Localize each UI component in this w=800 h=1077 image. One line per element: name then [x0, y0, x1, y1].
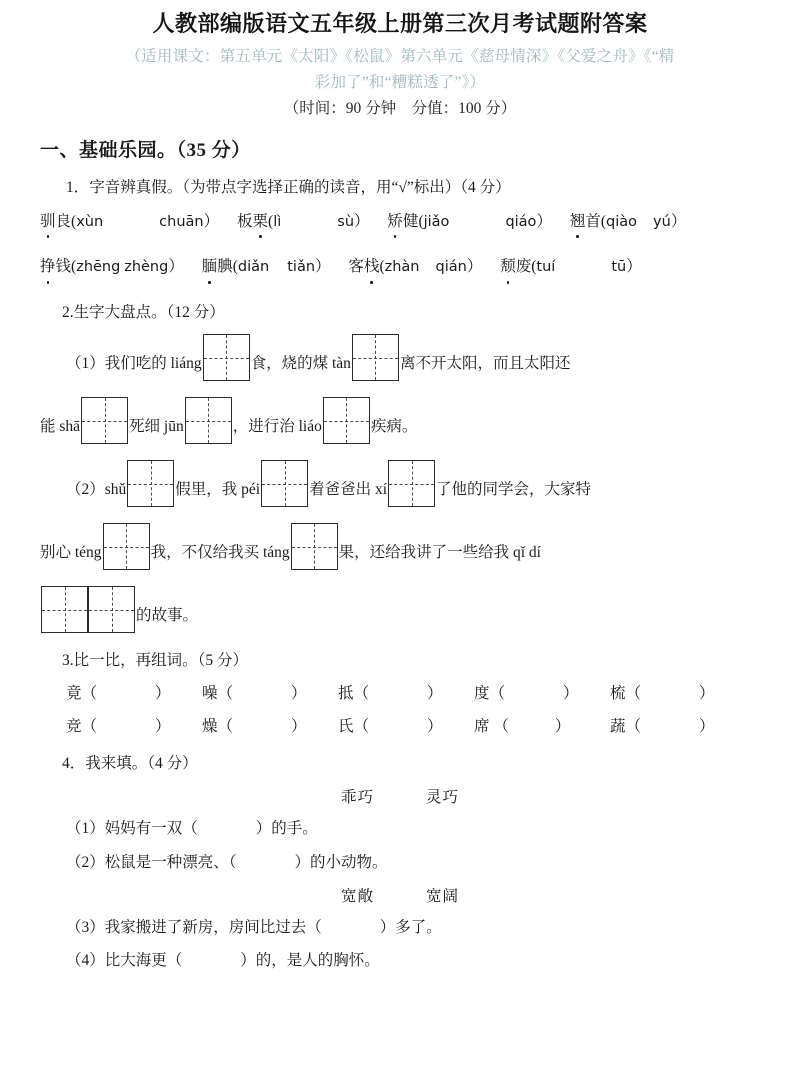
- question-2-line-3: [40, 460, 760, 507]
- question-3-row-top: [40, 683, 760, 705]
- sentence-text: （1）妈妈有一双（: [66, 820, 198, 838]
- page-title: 人教部编版语文五年级上册第三次月考试题附答案: [152, 11, 648, 36]
- sentence-text: 我，不仅给我买 táng: [150, 544, 290, 562]
- word-build-cell[interactable]: [610, 716, 715, 738]
- word-build-cell[interactable]: [474, 683, 610, 705]
- word-build-cell[interactable]: [66, 716, 202, 738]
- word-bank-option[interactable]: 宽阔: [426, 887, 460, 905]
- base-char-open: 竞（: [66, 718, 98, 736]
- dotted-char: 颓: [500, 255, 516, 278]
- pinyin-option[interactable]: tuí: [536, 259, 556, 276]
- sentence-text: （2）松鼠是一种漂亮、（: [66, 853, 237, 871]
- close-paren: ）: [155, 684, 171, 702]
- question-3-row-bottom: [40, 716, 760, 738]
- sentence-text: 能 shā: [40, 418, 81, 436]
- word-build-cell[interactable]: [474, 716, 610, 738]
- applicable-texts-line-2: 彩加了”和“糟糕透了”》）: [314, 73, 486, 91]
- sentence-text: 别心 téng: [40, 544, 102, 562]
- question-4-item-3: [40, 916, 760, 939]
- dotted-char: 矫: [387, 210, 403, 233]
- question-1-row-1: [40, 210, 760, 234]
- sentence-text: ）的，是人的胸怀。: [240, 952, 380, 970]
- base-char-open: 抵（: [338, 684, 370, 702]
- sentence-text: （3）我家搬进了新房，房间比过去（: [66, 918, 322, 936]
- character-box[interactable]: [127, 460, 174, 507]
- pinyin-option[interactable]: sù: [337, 213, 355, 230]
- base-char-open: 蔬（: [610, 718, 642, 736]
- pinyin-option[interactable]: lì: [273, 213, 282, 230]
- sentence-text: 疾病。: [370, 418, 418, 436]
- close-paren: ）: [291, 718, 307, 736]
- applicable-texts-line-1: （适用课文：第五单元《太阳》《松鼠》第六单元《慈母情深》《父爱之舟》《“精: [125, 47, 675, 65]
- pinyin-option[interactable]: xùn: [76, 213, 104, 230]
- close-paren: ）: [427, 718, 443, 736]
- dotted-char: 翘: [570, 210, 586, 233]
- question-4-prompt: 4．我来填。（4 分）: [62, 755, 198, 773]
- character-box[interactable]: [185, 397, 232, 444]
- pinyin-group[interactable]: 板栗(lì sù）: [237, 210, 370, 234]
- base-char-open: 席 （: [474, 718, 509, 736]
- character-box[interactable]: [203, 334, 250, 381]
- sentence-text: 离不开太阳，而且太阳还: [399, 355, 571, 373]
- sentence-text: 死细 jūn: [129, 418, 184, 436]
- close-paren: ）: [427, 684, 443, 702]
- dotted-char: 挣: [40, 255, 56, 278]
- question-2-line-2: [40, 397, 760, 444]
- pinyin-group[interactable]: 挣钱(zhēng zhèng）: [40, 255, 184, 279]
- base-char-open: 梳（: [610, 684, 642, 702]
- pinyin-option[interactable]: chuān: [159, 213, 204, 230]
- base-char-open: 度（: [474, 684, 506, 702]
- sentence-text: （1）我们吃的 liáng: [66, 355, 202, 373]
- word-char: 良: [55, 212, 72, 230]
- sentence-text: ）多了。: [379, 918, 442, 936]
- dotted-char: 栈: [364, 255, 380, 278]
- base-char-open: 竟（: [66, 684, 98, 702]
- sentence-text: 了他的同学会，大家特: [436, 481, 592, 499]
- sentence-text: ）的手。: [255, 820, 318, 838]
- pinyin-option[interactable]: jiǎo: [423, 213, 450, 230]
- pinyin-group[interactable]: 腼腆(diǎn tiǎn）: [202, 255, 331, 279]
- character-box[interactable]: [352, 334, 399, 381]
- word-char: 钱: [55, 258, 72, 276]
- sentence-text: 的故事。: [136, 607, 199, 625]
- character-box[interactable]: [291, 523, 338, 570]
- sentence-text: （2）shǔ: [66, 481, 127, 499]
- question-4-item-4: [40, 949, 760, 972]
- question-2-line-4: [40, 523, 760, 570]
- word-build-cell[interactable]: [202, 683, 338, 705]
- pinyin-group[interactable]: 颓废(tuí tū）: [500, 255, 642, 279]
- close-paren: ）: [699, 684, 715, 702]
- base-char-open: 噪（: [202, 684, 234, 702]
- pinyin-group[interactable]: 翘首(qiào yú）: [570, 210, 687, 234]
- sentence-text: 着爸爸出 xí: [309, 481, 388, 499]
- pinyin-option[interactable]: qián: [435, 259, 467, 276]
- pinyin-option[interactable]: qiào: [606, 213, 638, 230]
- pinyin-option[interactable]: yú: [653, 213, 671, 230]
- exam-page: [0, 10, 800, 1077]
- word-bank-option[interactable]: 宽敞: [340, 887, 374, 905]
- dotted-char: 驯: [40, 210, 56, 233]
- word-bank-2: [40, 884, 760, 906]
- character-box[interactable]: [88, 586, 135, 633]
- pinyin-group[interactable]: 矫健(jiǎo qiáo）: [387, 210, 552, 234]
- word-build-cell[interactable]: [66, 683, 202, 705]
- question-1-row-2: [40, 255, 760, 279]
- word-build-cell[interactable]: [202, 716, 338, 738]
- close-paren: ）: [554, 718, 571, 736]
- word-char: 板: [237, 212, 253, 230]
- word-build-cell[interactable]: [338, 683, 474, 705]
- sentence-text: 食，烧的煤 tàn: [250, 355, 351, 373]
- word-char: 腆: [217, 258, 233, 276]
- close-paren: ）: [699, 718, 715, 736]
- base-char-open: 燥（: [202, 718, 234, 736]
- question-2-prompt: 2.生字大盘点。（12 分）: [62, 304, 225, 322]
- section-title-1: 一、基础乐园。（35 分）: [40, 140, 251, 162]
- question-4-item-1: [40, 817, 760, 840]
- question-2-line-5: [40, 586, 760, 633]
- question-1-prompt: 1．字音辨真假。（为带点字选择正确的读音，用“√”标出）（4 分）: [66, 179, 511, 197]
- pinyin-option[interactable]: diǎn: [237, 259, 270, 276]
- pinyin-group[interactable]: 客栈(zhàn qián）: [348, 255, 482, 279]
- character-box[interactable]: [261, 460, 308, 507]
- word-char: 废: [515, 258, 532, 276]
- question-4-item-2: [40, 851, 760, 874]
- word-bank-option[interactable]: 乖巧: [340, 789, 374, 807]
- question-2-line-1: [40, 334, 760, 381]
- character-box[interactable]: [103, 523, 150, 570]
- pinyin-option[interactable]: tū: [611, 259, 627, 276]
- pinyin-option[interactable]: tiǎn: [287, 259, 316, 276]
- character-box[interactable]: [41, 586, 88, 633]
- character-box[interactable]: [323, 397, 370, 444]
- word-char: 客: [348, 258, 364, 276]
- character-box[interactable]: [388, 460, 435, 507]
- word-build-cell[interactable]: [610, 683, 715, 705]
- sentence-text: ，进行治 liáo: [232, 418, 322, 436]
- question-3-prompt: 3.比一比，再组词。（5 分）: [62, 652, 249, 670]
- exam-meta-time-score: （时间：90 分钟 分值：100 分）: [283, 99, 517, 117]
- close-paren: ）: [291, 684, 307, 702]
- sentence-text: 假里，我 péi: [175, 481, 261, 499]
- dotted-char: 栗: [253, 210, 269, 233]
- word-char: 健: [402, 212, 419, 230]
- sentence-text: （4）比大海更（: [66, 952, 183, 970]
- word-bank-option[interactable]: 灵巧: [426, 789, 460, 807]
- base-char-open: 氏（: [338, 718, 370, 736]
- pinyin-option[interactable]: zhèng: [124, 259, 169, 276]
- pinyin-option[interactable]: zhēng: [76, 259, 121, 276]
- dotted-char: 腼: [202, 255, 218, 278]
- sentence-text: 果，还给我讲了一些给我 qǐ dí: [338, 544, 541, 562]
- word-bank-1: [40, 785, 760, 807]
- close-paren: ）: [563, 684, 579, 702]
- close-paren: ）: [155, 718, 171, 736]
- pinyin-option[interactable]: qiáo: [505, 213, 537, 230]
- word-build-cell[interactable]: [338, 716, 474, 738]
- pinyin-option[interactable]: zhàn: [384, 259, 420, 276]
- sentence-text: ）的小动物。: [294, 853, 388, 871]
- character-box[interactable]: [81, 397, 128, 444]
- word-char: 首: [585, 212, 601, 230]
- pinyin-group[interactable]: 驯良(xùn chuān）: [40, 210, 219, 234]
